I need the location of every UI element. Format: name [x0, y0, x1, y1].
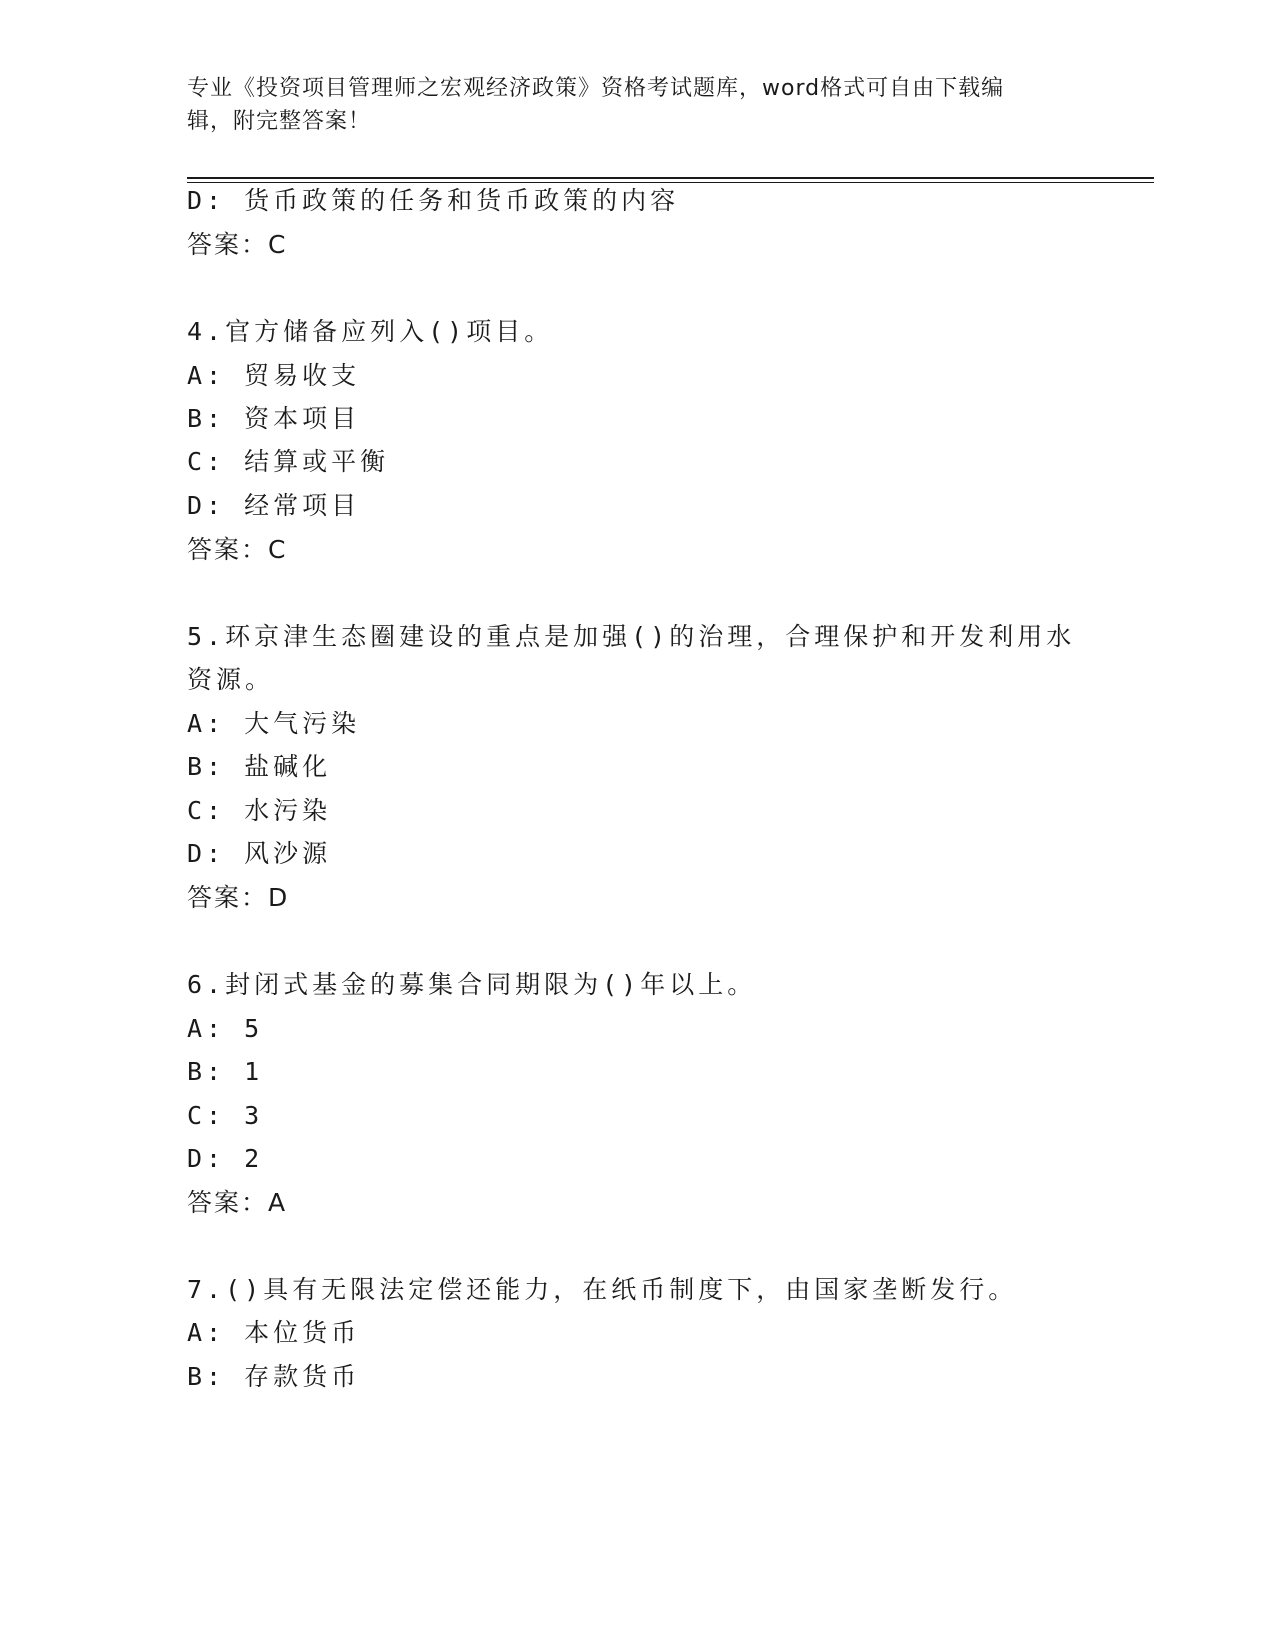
prev-option-d: D: 货币政策的任务和货币政策的内容	[187, 186, 680, 215]
question-6-option-c: C: 3	[187, 1101, 264, 1130]
prev-answer: 答案：C	[187, 230, 288, 259]
question-5-option-d: D: 风沙源	[187, 839, 332, 868]
question-4-option-c: C: 结算或平衡	[187, 447, 390, 476]
question-6-option-d: D: 2	[187, 1144, 264, 1173]
question-5-option-a: A: 大气污染	[187, 709, 361, 738]
question-6-option-b: B: 1	[187, 1057, 264, 1086]
question-7-option-b: B: 存款货币	[187, 1362, 361, 1391]
question-6-option-a: A: 5	[187, 1014, 264, 1043]
question-4-option-b: B: 资本项目	[187, 404, 361, 433]
question-7-stem: 7.()具有无限法定偿还能力，在纸币制度下，由国家垄断发行。	[187, 1275, 1018, 1304]
header-text	[187, 72, 1087, 138]
header-line-1: 专业《投资项目管理师之宏观经济政策》资格考试题库，word格式可自由下载编	[187, 76, 1005, 101]
question-6-answer: 答案：A	[187, 1188, 288, 1217]
question-4-option-d: D: 经常项目	[187, 491, 361, 520]
question-6-stem: 6.封闭式基金的募集合同期限为()年以上。	[187, 970, 757, 999]
question-5-stem-line-1: 5.环京津生态圈建设的重点是加强()的治理，合理保护和开发利用水	[187, 622, 1076, 651]
question-4-answer: 答案：C	[187, 535, 288, 564]
header-divider-thick	[187, 177, 1154, 179]
question-5-answer: 答案：D	[187, 883, 290, 912]
header-divider-thin	[187, 182, 1154, 183]
question-5-stem-line-2: 资源。	[187, 665, 275, 694]
header-line-2: 辑，附完整答案！	[187, 109, 372, 134]
question-7-option-a: A: 本位货币	[187, 1318, 361, 1347]
question-5-option-c: C: 水污染	[187, 796, 332, 825]
question-5-option-b: B: 盐碱化	[187, 752, 332, 781]
question-4-stem: 4.官方储备应列入()项目。	[187, 317, 554, 346]
question-4-option-a: A: 贸易收支	[187, 361, 361, 390]
